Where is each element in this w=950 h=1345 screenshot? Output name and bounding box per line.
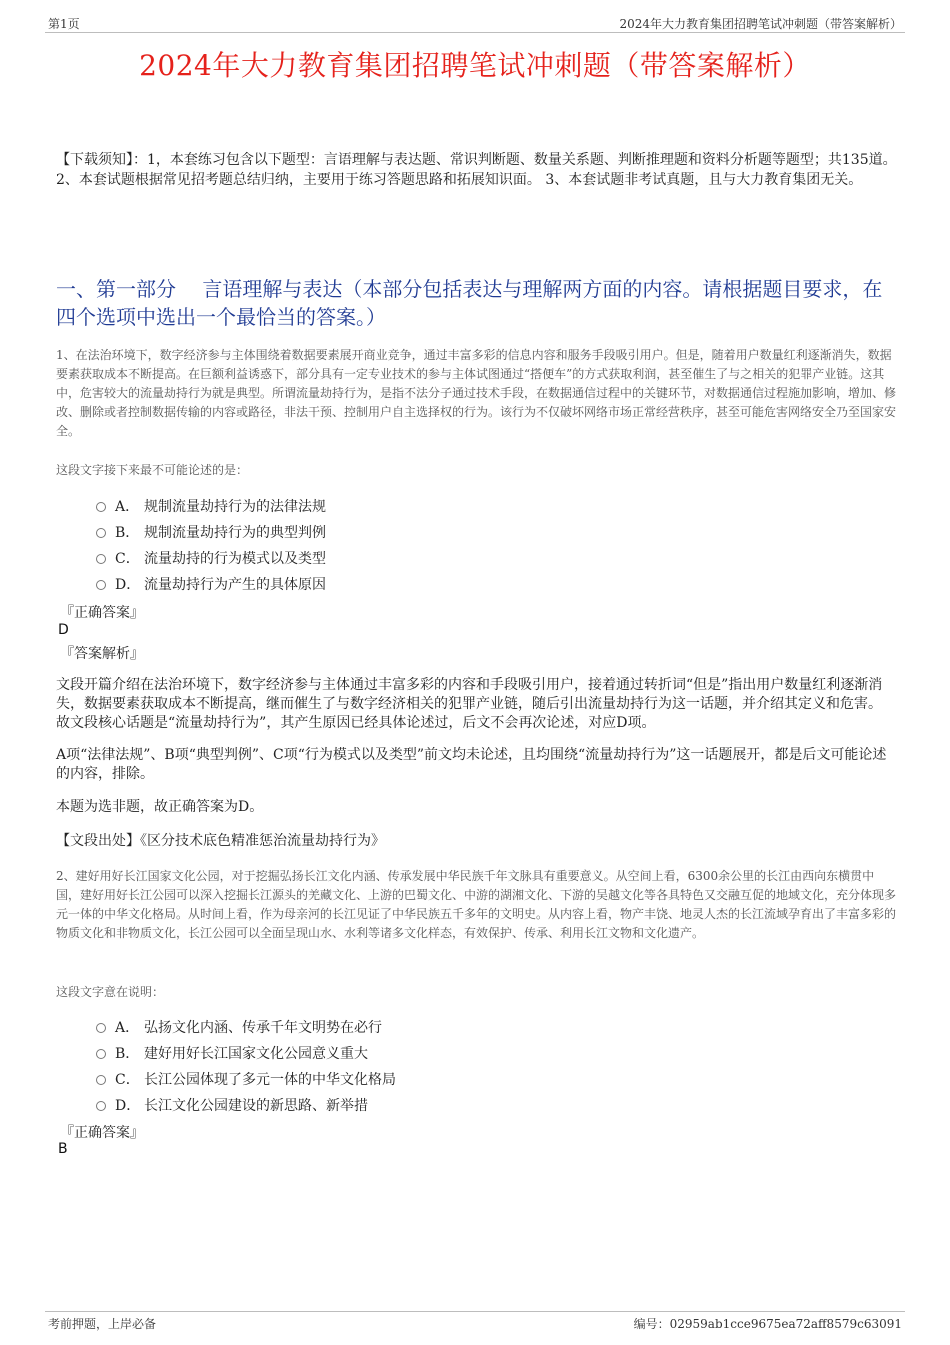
document-id: 编号：02959ab1cce9675ea72aff8579c63091: [633, 1317, 902, 1331]
text-source: 【文段出处】《区分技术底色精准惩治流量劫持行为》: [56, 833, 385, 849]
radio-icon[interactable]: [96, 1023, 106, 1033]
option-d[interactable]: [96, 1095, 876, 1121]
radio-icon[interactable]: [96, 1049, 106, 1059]
document-title: 2024年大力教育集团招聘笔试冲刺题（带答案解析）: [139, 49, 811, 82]
question-2-prompt: 这段文字意在说明：: [56, 985, 165, 999]
option-text: 流量劫持的行为模式以及类型: [144, 551, 326, 567]
analysis-paragraph-2: A项“法律法规”、B项“典型判例”、C项“行为模式以及类型”前文均未论述，且均围绕“流量劫持行为”这一话题展开，都是后文可能论述的内容，排除。: [56, 747, 887, 782]
option-a[interactable]: [96, 496, 876, 522]
header-doc-title: 2024年大力教育集团招聘笔试冲刺题（带答案解析）: [619, 17, 902, 31]
page-header: [45, 14, 905, 33]
correct-answer: D: [58, 622, 69, 638]
option-key: C．: [115, 1072, 140, 1088]
question-2-text: 2、建好用好长江国家文化公园，对于挖掘弘扬长江文化内涵、传承发展中华民族千年文脉具有重要意义。从空间上看，6300余公里的长江由西向东横贯中国，建好用好长江公园可以深入挖掘长江源头的羌藏文化、上游的巴蜀文化、中游的湖湘文化、下游的吴越文化等各具特色又交融互促的地域文化，充分体现多元一体的中华文化格局。从时间上看，作为母亲河的长江见证了中华民族五千多年的文明史。从内容上看，物产丰饶、地灵人杰的长江流域孕育出了丰富多彩的物质文化和非物质文化，长江公园可以全面呈现山水、水利等诸多文化样态，有效保护、传承、利用长江文物和文化遗产。: [56, 869, 897, 940]
option-key: B．: [115, 1046, 140, 1062]
option-text: 弘扬文化内涵、传承千年文明势在必行: [144, 1020, 382, 1036]
option-key: D．: [115, 577, 141, 593]
option-key: A．: [115, 499, 140, 515]
option-key: C．: [115, 551, 140, 567]
option-text: 建好用好长江国家文化公园意义重大: [144, 1046, 368, 1062]
question-1-text: 1、在法治环境下，数字经济参与主体围绕着数据要素展开商业竞争，通过丰富多彩的信息内容和服务手段吸引用户。但是，随着用户数量红利逐渐消失，数据要素获取成本不断提高。在巨额利益诱惑下，部分具有一定专业技术的参与主体试图通过“搭便车”的方式获取利润，甚至催生了与之相关的犯罪产业链。这其中，危害较大的流量劫持行为就是典型。所谓流量劫持行为，是指不法分子通过技术手段，在数据通信过程中的关键环节，对数据通信过程施加影响，增加、修改、删除或者控制数据传输的内容或路径，非法干预、控制用户自主选择权的行为。该行为不仅破坏网络市场正常经营秩序，甚至可能危害网络安全乃至国家安全。: [56, 348, 897, 438]
analysis-label: 『答案解析』: [60, 646, 144, 662]
option-text: 规制流量劫持行为的法律法规: [144, 499, 326, 515]
section-heading: 一、第一部分 言语理解与表达（本部分包括表达与理解两方面的内容。请根据题目要求，在四个选项中选出一个最恰当的答案。）: [56, 277, 883, 329]
page-number: 第1页: [48, 17, 80, 31]
analysis-paragraph-3: 本题为选非题，故正确答案为D。: [56, 799, 264, 815]
option-text: 流量劫持行为产生的具体原因: [144, 577, 326, 593]
option-text: 长江文化公园建设的新思路、新举措: [144, 1098, 368, 1114]
page-footer: [45, 1311, 905, 1332]
option-c[interactable]: [96, 1069, 876, 1095]
option-key: B．: [115, 525, 140, 541]
correct-answer: B: [58, 1141, 68, 1157]
option-b[interactable]: [96, 522, 876, 548]
option-key: A．: [115, 1020, 140, 1036]
answer-label: 『正确答案』: [60, 1125, 144, 1141]
radio-icon[interactable]: [96, 1075, 106, 1085]
radio-icon[interactable]: [96, 554, 106, 564]
analysis-paragraph-1: 文段开篇介绍在法治环境下，数字经济参与主体通过丰富多彩的内容和手段吸引用户，接着通过转折词“但是”指出用户数量红利逐渐消失，数据要素获取成本不断提高，继而催生了与数字经济相关的犯罪产业链，随后引出流量劫持行为这一话题，并介绍其定义和危害。故文段核心话题是“流量劫持行为”，其产生原因已经具体论述过，后文不会再次论述，对应D项。: [56, 677, 883, 731]
answer-label: 『正确答案』: [60, 605, 144, 621]
radio-icon[interactable]: [96, 1101, 106, 1111]
option-key: D．: [115, 1098, 141, 1114]
radio-icon[interactable]: [96, 502, 106, 512]
question-1-options: [96, 496, 876, 600]
option-c[interactable]: [96, 548, 876, 574]
footer-slogan: 考前押题，上岸必备: [48, 1317, 157, 1331]
question-1-prompt: 这段文字接下来最不可能论述的是：: [56, 463, 249, 477]
option-b[interactable]: [96, 1043, 876, 1069]
radio-icon[interactable]: [96, 528, 106, 538]
option-text: 规制流量劫持行为的典型判例: [144, 525, 326, 541]
download-notice: 【下载须知】：1，本套练习包含以下题型：言语理解与表达题、常识判断题、数量关系题、判断推理题和资料分析题等题型；共135道。 2、本套试题根据常见招考题总结归纳，主要用于练习答题思路和拓展知识面。 3、本套试题非考试真题，且与大力教育集团无关。: [56, 152, 897, 188]
radio-icon[interactable]: [96, 580, 106, 590]
question-2-options: [96, 1017, 876, 1121]
option-a[interactable]: [96, 1017, 876, 1043]
option-text: 长江公园体现了多元一体的中华文化格局: [144, 1072, 396, 1088]
option-d[interactable]: [96, 574, 876, 600]
